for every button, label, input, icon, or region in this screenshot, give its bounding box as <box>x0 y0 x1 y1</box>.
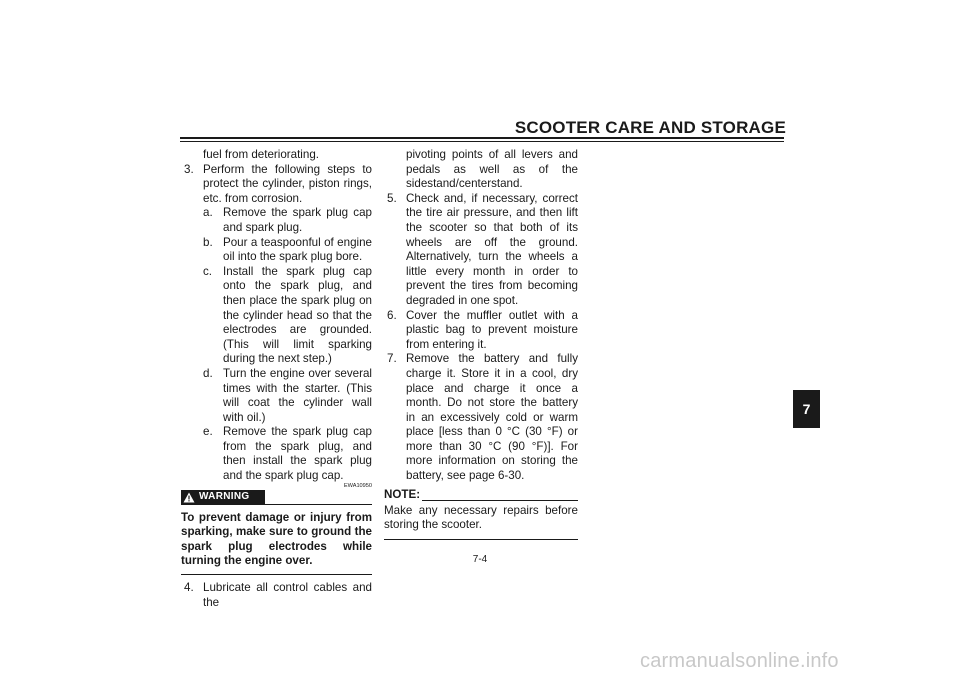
warning-header <box>181 482 372 509</box>
note-header <box>384 488 578 504</box>
substep-letter: b. <box>203 235 213 249</box>
warning-badge <box>181 490 265 505</box>
substep-text: Turn the engine over several times with the starter. (This will coat the cylinder wall with oil.) <box>223 366 372 424</box>
page-number: 7-4 <box>472 554 488 565</box>
substep-letter: d. <box>203 366 213 380</box>
note-text: Make any necessary repairs before storing the scooter. <box>384 503 578 532</box>
warning-label: WARNING <box>199 490 250 502</box>
continuation-text: fuel from deteriorating. <box>203 148 319 161</box>
substep-letter: a. <box>203 206 213 220</box>
step-number: 5. <box>387 191 397 205</box>
step-number: 3. <box>184 162 194 176</box>
step-text: Cover the muffler outlet with a plastic bag to prevent moisture from entering it. <box>406 308 578 351</box>
step-7 <box>384 352 578 483</box>
step-text: Lubricate all control cables and the <box>203 581 372 609</box>
page-title: SCOOTER CARE AND STORAGE <box>514 118 786 137</box>
step-text: Perform the following steps to protect the cylinder, piston rings, etc. from corrosion. <box>203 162 372 205</box>
warning-code: EWA10950 <box>343 482 372 489</box>
step-3 <box>181 163 372 207</box>
substep-text: Remove the spark plug cap from the spark plug, and then install the spark plug and the spark plug cap. <box>223 425 372 483</box>
header-rule <box>180 137 784 139</box>
substep-c <box>181 265 372 367</box>
note-end-rule <box>384 539 578 540</box>
step-text: Check and, if necessary, correct the tire air pressure, and then lift the scooter so that both of its wheels are off the ground. Alternatively, turn the wheels a little every month in order to prevent the tires from becoming degraded in one spot. <box>406 191 578 307</box>
warning-text: To prevent damage or injury from sparking, make sure to ground the spark plug electrodes while turning the engine over. <box>181 510 372 568</box>
substep-e <box>181 425 372 483</box>
watermark: carmanualsonline.info <box>640 650 839 672</box>
warning-end-rule <box>181 574 372 575</box>
note-label: NOTE: <box>384 487 421 501</box>
step-number: 7. <box>387 352 397 366</box>
header-rule-thin <box>180 141 784 142</box>
substep-text: Pour a teaspoonful of engine oil into the spark plug bore. <box>223 235 372 264</box>
step-number: 6. <box>387 308 397 322</box>
substep-text: Install the spark plug cap onto the spark plug, and then place the spark plug on the cylinder head so that the electrodes are grounded. (This will limit sparking during the next step.) <box>223 264 372 366</box>
step-4 <box>181 581 372 610</box>
step-6 <box>384 309 578 353</box>
note-rule <box>422 500 578 501</box>
substep-letter: c. <box>203 264 213 278</box>
right-column <box>384 148 578 540</box>
substep-a <box>181 206 372 235</box>
substep-letter: e. <box>203 425 213 439</box>
left-column <box>181 148 372 610</box>
section-tab: 7 <box>793 390 820 428</box>
warning-rule <box>265 504 372 505</box>
warning-triangle-icon <box>181 490 197 505</box>
step-text: Remove the battery and fully charge it. Store it in a cool, dry place and charge it once a month. Do not store the battery in an excessively cold or warm place [less than 0 °C (30 °F) or more than 30 °C (90 °F)]. For more information on storing the battery, see page 6-30. <box>406 352 578 483</box>
substep-b <box>181 236 372 265</box>
step-5 <box>384 192 578 309</box>
substep-text: Remove the spark plug cap and spark plug. <box>223 206 372 234</box>
substep-d <box>181 367 372 425</box>
continuation-text: pivoting points of all levers and pedals as well as of the sidestand/centerstand. <box>406 148 578 191</box>
step-number: 4. <box>184 581 194 595</box>
